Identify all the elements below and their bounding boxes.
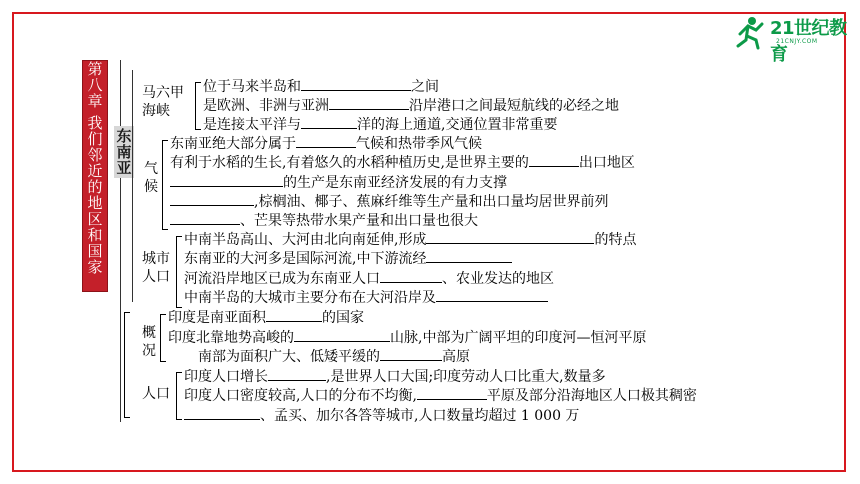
climate-line-2: 有利于水稻的生长,有着悠久的水稻种植历史,是世界主要的 出口地区 xyxy=(170,152,635,172)
malacca-label: 马六甲 海峡 xyxy=(142,85,184,119)
overview-line-2: 印度北靠地势高峻的 山脉,中部为广阔平坦的印度河—恒河平原 xyxy=(168,327,646,347)
overview-bracket xyxy=(160,314,166,362)
malacca-line-3: 是连接太平洋与 洋的海上通道,交通位置非常重要 xyxy=(203,114,557,134)
brand-logo: 21世纪教育 xyxy=(770,18,847,65)
population-label: 人口 xyxy=(142,386,170,402)
brand-url: 21CNJY.COM xyxy=(776,38,818,45)
main-connector xyxy=(120,60,121,422)
region-label: 东 南 亚 xyxy=(114,126,134,178)
cities-label: 城市 人口 xyxy=(142,251,170,285)
cities-line-2: 东南亚的大河多是国际河流,中下游流经 xyxy=(184,248,512,268)
cities-line-1: 中南半岛高山、大河由北向南延伸,形成 的特点 xyxy=(184,229,636,249)
malacca-line-2: 是欧洲、非洲与亚洲 沿岸港口之间最短航线的必经之地 xyxy=(203,95,619,115)
climate-line-5: 、芒果等热带水果产量和出口量也很大 xyxy=(170,210,478,230)
malacca-bracket xyxy=(195,82,201,130)
population-line-3: 、孟买、加尔各答等城市,人口数量均超过 1 000 万 xyxy=(184,405,579,425)
cities-bracket xyxy=(176,236,182,308)
overview-label: 概 况 xyxy=(142,325,156,359)
cities-line-4: 中南半岛的大城市主要分布在大河沿岸及 xyxy=(184,287,548,307)
climate-label: 气 候 xyxy=(144,161,158,195)
cities-line-3: 河流沿岸地区已成为东南亚人口 、农业发达的地区 xyxy=(184,268,554,288)
climate-line-4: ,棕榈油、椰子、蕉麻纤维等生产量和出口量均居世界前列 xyxy=(170,191,608,211)
climate-line-1: 东南亚绝大部分属于 气候和热带季风气候 xyxy=(170,133,482,153)
overview-line-1: 印度是南亚面积 的国家 xyxy=(168,307,364,327)
chapter-title: 第 八 章 我 们 邻 近 的 地 区 和 国 家 xyxy=(82,60,108,292)
population-line-2: 印度人口密度较高,人口的分布不均衡, 平原及部分沿海地区人口极其稠密 xyxy=(184,385,697,405)
population-bracket xyxy=(176,372,182,420)
malacca-line-1: 位于马来半岛和 之间 xyxy=(203,76,439,96)
india-bracket xyxy=(124,312,130,418)
region-connector xyxy=(132,70,133,302)
overview-line-3: 南部为面积广大、低矮平缓的 高原 xyxy=(198,346,470,366)
climate-bracket xyxy=(162,140,168,230)
population-line-1: 印度人口增长 ,是世界人口大国;印度劳动人口比重大,数量多 xyxy=(184,366,606,386)
climate-line-3: 的生产是东南亚经济发展的有力支撑 xyxy=(170,172,507,192)
